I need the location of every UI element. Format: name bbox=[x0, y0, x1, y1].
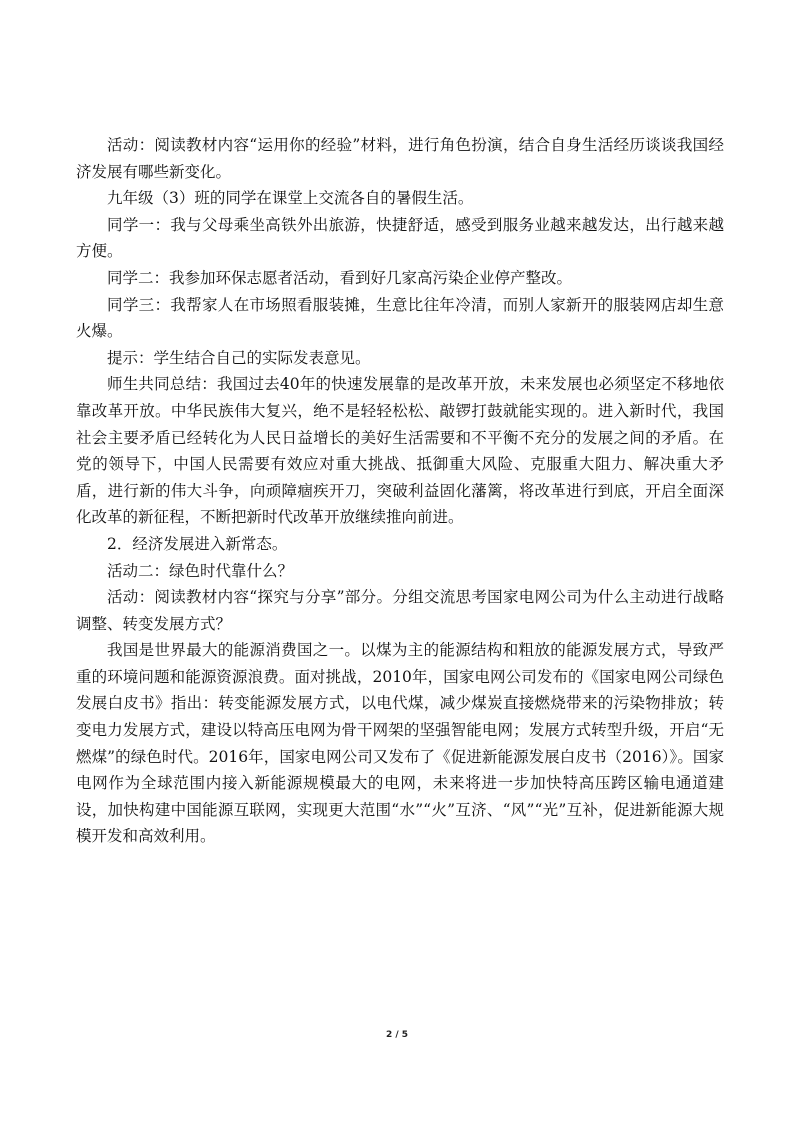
paragraph-activity-intro: 活动：阅读教材内容“运用你的经验”材料，进行角色扮演，结合自身生活经历谈谈我国经济发展有哪些新变化。 bbox=[76, 136, 724, 181]
document-body bbox=[76, 132, 724, 850]
paragraph-hint: 提示：学生结合自己的实际发表意见。 bbox=[107, 348, 371, 367]
paragraph-student-one: 同学一：我与父母乘坐高铁外出旅游，快捷舒适，感受到服务业越来越发达，出行越来越方便。 bbox=[76, 215, 724, 261]
paragraph-energy-material: 我国是世界最大的能源消费国之一。以煤为主的能源结构和粗放的能源发展方式，导致严重的环境问题和能源资源浪费。面对挑战，2010年，国家电网公司发布的《国家电网公司绿色发展白皮书》指出：转变能源发展方式，以电代煤，减少煤炭直接燃烧带来的污染物排放；转变电力发展方式，建设以特高压电网为骨干网架的坚强智能电网；发展方式转型升级，开启“无燃煤”的绿色时代。2016年，国家电网公司又发布了《促进新能源发展白皮书（2016）》。国家电网作为全球范围内接入新能源规模最大的电网，未来将进一步加快特高压跨区输电通道建设，加快构建中国能源互联网，实现更大范围“水”“火”互济、“风”“光”互补，促进新能源大规模开发和高效利用。 bbox=[76, 641, 724, 846]
paragraph-student-three: 同学三：我帮家人在市场照看服装摊，生意比往年冷清，而别人家新开的服装网店却生意火爆。 bbox=[76, 295, 724, 341]
paragraph-activity-two-task: 活动：阅读教材内容“探究与分享”部分。分组交流思考国家电网公司为什么主动进行战略调整、转变发展方式？ bbox=[76, 588, 724, 633]
paragraph-summary: 师生共同总结：我国过去40年的快速发展靠的是改革开放，未来发展也必须坚定不移地依靠改革开放。中华民族伟大复兴，绝不是轻轻松松、敲锣打鼓就能实现的。进入新时代，我国社会主要矛盾已经转化为人民日益增长的美好生活需要和不平衡不充分的发展之间的矛盾。在党的领导下，中国人民需要有效应对重大挑战、抵御重大风险、克服重大阻力、解决重大矛盾，进行新的伟大斗争，向顽障痼疾开刀，突破利益固化藩篱，将改革进行到底，开启全面深化改革的新征程，不断把新时代改革开放继续推向前进。 bbox=[76, 375, 724, 527]
paragraph-student-two: 同学二：我参加环保志愿者活动，看到好几家高污染企业停产整改。 bbox=[107, 268, 573, 287]
section-heading-new-normal: 2．经济发展进入新常态。 bbox=[107, 534, 288, 553]
page-number: 2 / 5 bbox=[385, 1030, 409, 1040]
activity-two-heading: 活动二：绿色时代靠什么？ bbox=[107, 561, 294, 580]
paragraph-class-context: 九年级（3）班的同学在课堂上交流各自的暑假生活。 bbox=[107, 189, 474, 208]
